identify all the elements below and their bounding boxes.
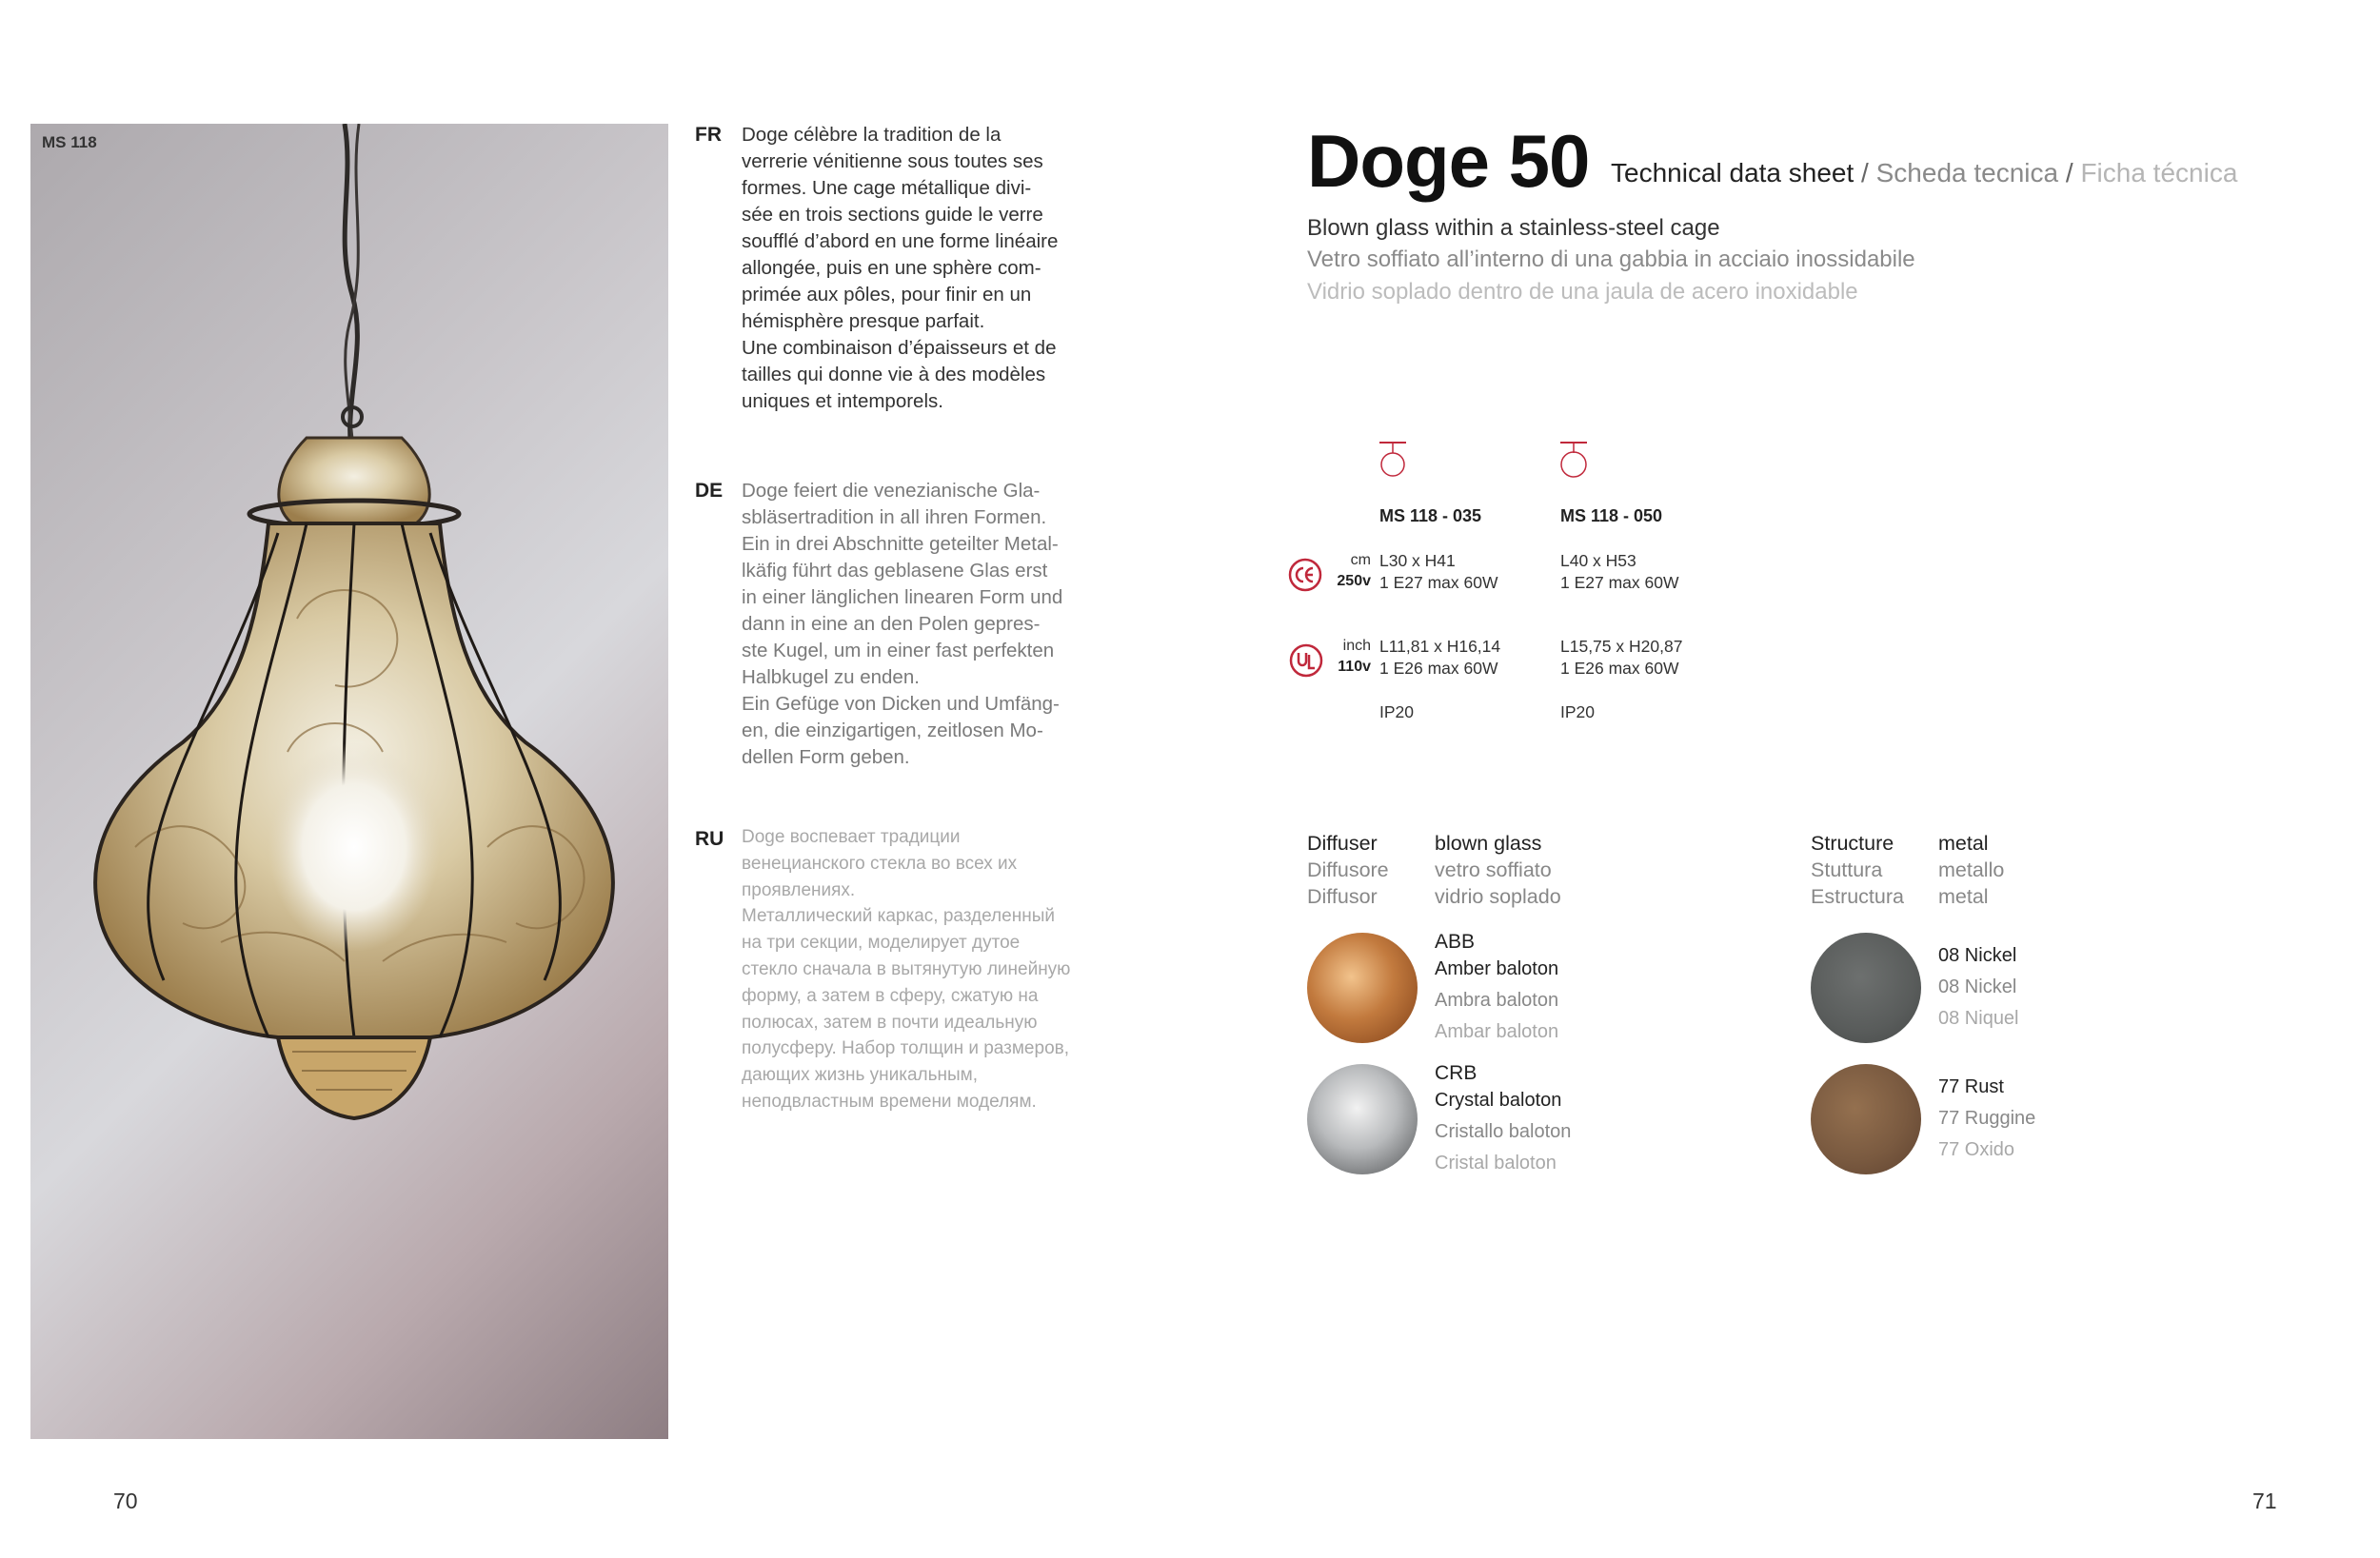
sheet-titles xyxy=(1611,158,2237,188)
voltage-110v: 110v xyxy=(1338,659,1371,675)
structure-value-es: metal xyxy=(1938,885,1989,908)
description-de: Doge feiert die venezianische Gla- sbläsertradition in all ihren Formen. Ein in drei Abschnitte geteilter Metal- lkäfig führt das geblasene Glas erst in einer länglichen linearen Form und dann in eine an den Polen gepres- ste Kugel, um in einer fast perfekten Halbkugel zu enden. Ein Gefüge von Dicken und Umfäng- en, die einzigartigen, zeitlosen Mo- dellen Form geben. xyxy=(742,480,1063,768)
finish-name-es: Cristal baloton xyxy=(1435,1153,1557,1173)
diffuser-labels xyxy=(1307,830,1389,910)
swatch-rust xyxy=(1811,1064,1921,1174)
spec-inch-bulb-050: 1 E26 max 60W xyxy=(1560,659,1679,678)
sheet-sep: / xyxy=(2058,158,2081,187)
structure-value-it: metallo xyxy=(1938,858,2005,881)
pendant-lamp-illustration xyxy=(30,124,668,1439)
sheet-title-es: Ficha técnica xyxy=(2080,158,2238,187)
diffuser-label-es: Diffusor xyxy=(1307,885,1378,908)
sheet-sep: / xyxy=(1854,158,1876,187)
subtitle-es: Vidrio soplado dentro de una jaula de acero inoxidable xyxy=(1307,279,1858,305)
photo-model-code: MS 118 xyxy=(42,133,97,151)
swatch-nickel xyxy=(1811,933,1921,1043)
structure-value-en: metal xyxy=(1938,832,1989,855)
finish-name-en: Crystal baloton xyxy=(1435,1090,1562,1111)
lang-code-fr: FR xyxy=(695,124,722,146)
finish-crb xyxy=(1435,1062,1571,1179)
finish-code: ABB xyxy=(1435,931,1476,953)
diffuser-value-en: blown glass xyxy=(1435,832,1542,855)
finish-name-es: 08 Niquel xyxy=(1938,1008,2019,1029)
swatch-crystal-baloton xyxy=(1307,1064,1418,1174)
finish-name-es: Ambar baloton xyxy=(1435,1021,1559,1042)
finish-name-it: 08 Nickel xyxy=(1938,976,2017,997)
unit-cm: cm xyxy=(1350,552,1371,568)
structure-label-en: Structure xyxy=(1811,832,1894,855)
structure-values xyxy=(1938,830,2004,910)
structure-labels xyxy=(1811,830,1904,910)
description-ru: Doge воспевает традиции венецианского стекла во всех их проявлениях. Металлический каркас, разделенный на три секции, моделирует дутое стекло сначала в вытянутую линейную форму, а затем в сферу, сжатую на полюсах, затем в почти идеальную полусферу. Набор толщин и размеров, дающих жизнь уникальным, неподвластным времени моделям. xyxy=(742,827,1071,1112)
voltage-250v: 250v xyxy=(1337,573,1371,589)
page-number-left: 70 xyxy=(113,1489,138,1513)
finish-name-en: 08 Nickel xyxy=(1938,945,2017,966)
finish-nickel xyxy=(1938,940,2019,1035)
structure-label-it: Stuttura xyxy=(1811,858,1883,881)
model-code-050: MS 118 - 050 xyxy=(1560,506,1663,525)
finish-code: CRB xyxy=(1435,1062,1478,1084)
subtitle-it: Vetro soffiato all’interno di una gabbia in acciaio inossidabile xyxy=(1307,247,1915,272)
spec-inch-dims-050: L15,75 x H20,87 xyxy=(1560,637,1683,656)
spec-ip-050: IP20 xyxy=(1560,702,1595,721)
diffuser-value-es: vidrio soplado xyxy=(1435,885,1561,908)
finish-name-it: Ambra baloton xyxy=(1435,990,1559,1011)
subtitle-en: Blown glass within a stainless-steel cage xyxy=(1307,215,1720,241)
finish-abb xyxy=(1435,931,1558,1048)
diffuser-label-it: Diffusore xyxy=(1307,858,1389,881)
model-code-035: MS 118 - 035 xyxy=(1379,506,1482,525)
sheet-title-it: Scheda tecnica xyxy=(1875,158,2059,187)
finish-name-en: Amber baloton xyxy=(1435,958,1559,979)
diffuser-value-it: vetro soffiato xyxy=(1435,858,1552,881)
finish-name-es: 77 Oxido xyxy=(1938,1139,2015,1160)
finish-rust xyxy=(1938,1072,2035,1166)
page-number-right: 71 xyxy=(2252,1489,2277,1513)
lang-code-de: DE xyxy=(695,480,724,502)
spec-cm-bulb-035: 1 E27 max 60W xyxy=(1379,573,1498,592)
product-title: Doge 50 xyxy=(1307,119,1590,203)
diffuser-label-en: Diffuser xyxy=(1307,832,1378,855)
spec-ip-035: IP20 xyxy=(1379,702,1414,721)
diffuser-values xyxy=(1435,830,1561,910)
pendant-icon xyxy=(1559,440,1588,478)
lang-code-ru: RU xyxy=(695,828,724,850)
swatch-amber-baloton xyxy=(1307,933,1418,1043)
sheet-title-en: Technical data sheet xyxy=(1611,158,1854,187)
pendant-icon xyxy=(1378,440,1407,478)
finish-name-it: Cristallo baloton xyxy=(1435,1121,1572,1142)
description-fr: Doge célèbre la tradition de la verrerie vénitienne sous toutes ses formes. Une cage métallique divi- sée en trois sections guide le verre soufflé d’abord en une forme linéaire allongée, puis en une sphère com- primée aux pôles, pour finir en un hémisphère presque parfait. Une combinaison d’épaisseurs et de tailles qui donne vie à des modèles uniques et intemporels. xyxy=(742,124,1059,412)
finish-name-it: 77 Ruggine xyxy=(1938,1108,2036,1129)
spec-inch-dims-035: L11,81 x H16,14 xyxy=(1379,637,1501,656)
spec-cm-dims-050: L40 x H53 xyxy=(1560,551,1636,570)
unit-inch: inch xyxy=(1342,638,1371,654)
spec-cm-dims-035: L30 x H41 xyxy=(1379,551,1456,570)
product-photo xyxy=(30,124,668,1439)
finish-name-en: 77 Rust xyxy=(1938,1076,2004,1097)
spec-cm-bulb-050: 1 E27 max 60W xyxy=(1560,573,1679,592)
spec-inch-bulb-035: 1 E26 max 60W xyxy=(1379,659,1498,678)
structure-label-es: Estructura xyxy=(1811,885,1904,908)
